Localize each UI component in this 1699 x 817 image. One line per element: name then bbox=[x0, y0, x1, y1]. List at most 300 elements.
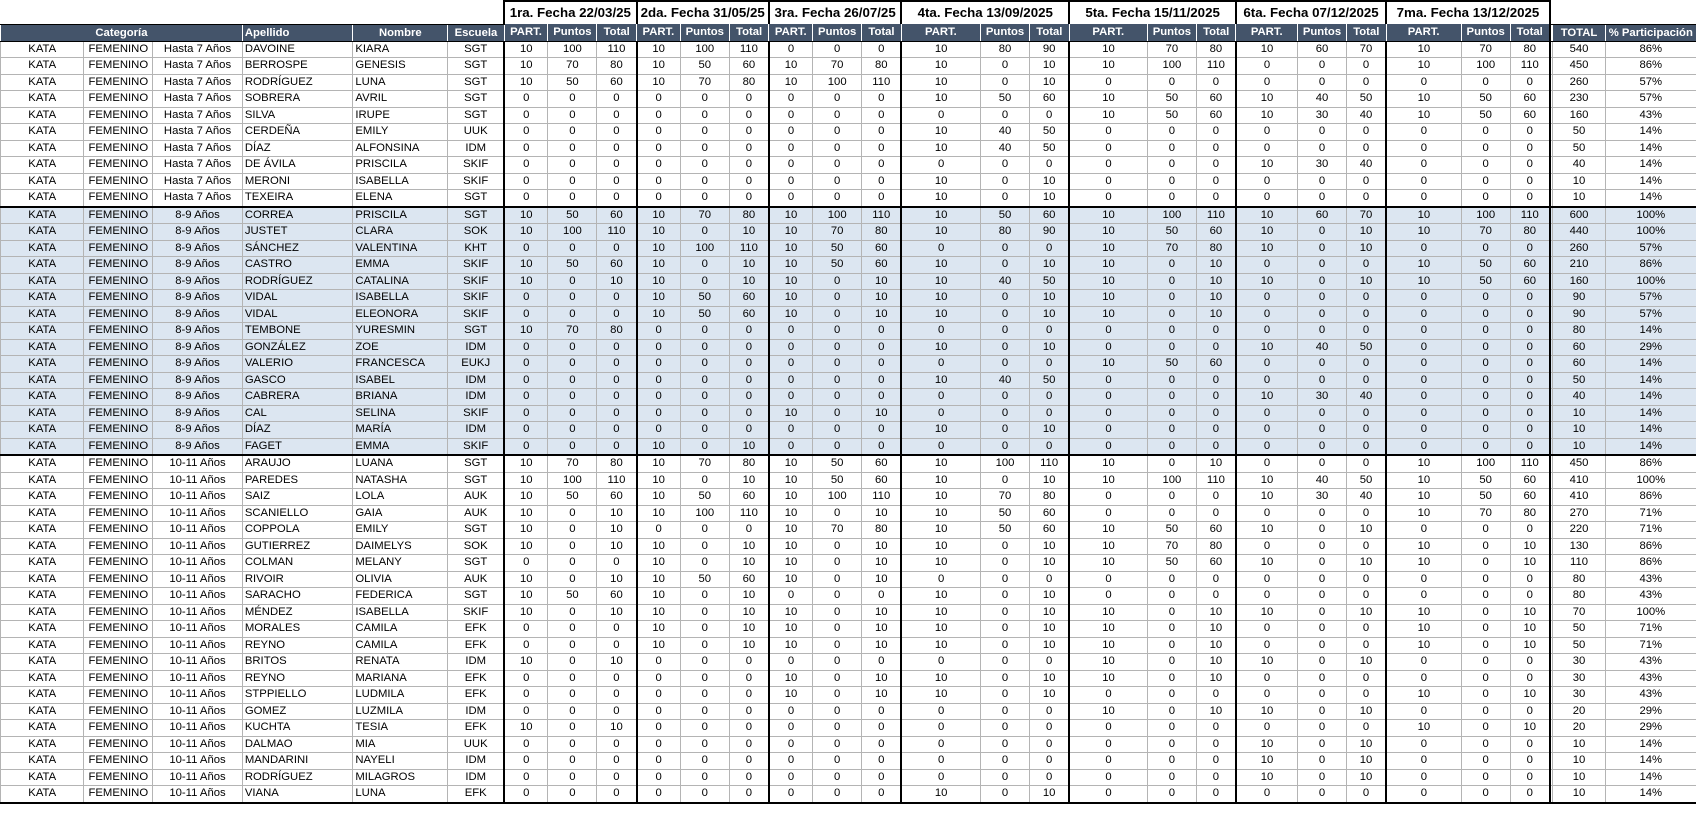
fecha-3-part-cell: 10 bbox=[769, 637, 813, 654]
fecha-4-part-cell: 10 bbox=[901, 140, 980, 157]
fecha-3-part-cell: 0 bbox=[769, 422, 813, 439]
fecha-6-puntos-cell: 0 bbox=[1297, 306, 1346, 323]
escuela-cell: SOK bbox=[448, 538, 504, 555]
fecha-5-puntos-cell: 0 bbox=[1147, 124, 1196, 141]
fecha-2-puntos-cell: 0 bbox=[680, 538, 729, 555]
edad-cell: Hasta 7 Años bbox=[153, 173, 243, 190]
escuela-cell: SKIF bbox=[448, 405, 504, 422]
fecha-5-part-cell: 10 bbox=[1069, 91, 1147, 108]
fecha-4-puntos-cell: 40 bbox=[981, 140, 1030, 157]
fecha-4-total-cell: 0 bbox=[1030, 571, 1070, 588]
fecha-2-part-cell: 10 bbox=[637, 306, 681, 323]
escuela-cell: UUK bbox=[448, 736, 504, 753]
fecha-7-puntos-cell: 50 bbox=[1461, 489, 1510, 506]
escuela-cell: IDM bbox=[448, 654, 504, 671]
nombre-cell: MILAGROS bbox=[353, 769, 448, 786]
fecha-6-puntos-cell: 0 bbox=[1297, 786, 1346, 803]
fecha-1-puntos-cell: 0 bbox=[548, 670, 597, 687]
fecha-3-puntos-cell: 0 bbox=[813, 157, 862, 174]
fecha-1-total-cell: 0 bbox=[597, 753, 637, 770]
table-row bbox=[1, 190, 1697, 207]
fecha-3-total-cell: 0 bbox=[862, 91, 902, 108]
fecha-7-puntos-cell: 0 bbox=[1461, 323, 1510, 340]
fecha-1-puntos-cell: 0 bbox=[548, 190, 597, 207]
fecha-3-total-cell: 110 bbox=[862, 207, 902, 224]
fecha-3-part-cell: 10 bbox=[769, 522, 813, 539]
fecha-2-part-cell: 10 bbox=[637, 273, 681, 290]
fecha-7-part-cell: 0 bbox=[1386, 240, 1461, 257]
fecha-6-puntos-cell: 0 bbox=[1297, 621, 1346, 638]
fecha-7-part-cell: 0 bbox=[1386, 769, 1461, 786]
fecha-7-puntos-cell: 0 bbox=[1461, 240, 1510, 257]
fecha-3-total-cell: 10 bbox=[862, 290, 902, 307]
fecha-4-part-cell: 10 bbox=[901, 58, 980, 75]
fecha-1-puntos-cell: 0 bbox=[548, 173, 597, 190]
fecha-4-total-cell: 10 bbox=[1030, 472, 1070, 489]
apellido-cell: TEMBONE bbox=[242, 323, 353, 340]
grand-total-cell: 160 bbox=[1553, 273, 1605, 290]
fecha-1-puntos-cell: 70 bbox=[548, 58, 597, 75]
fecha-7-part-cell: 10 bbox=[1386, 604, 1461, 621]
fecha-6-part-cell: 10 bbox=[1236, 489, 1298, 506]
grand-total-cell: 10 bbox=[1553, 405, 1605, 422]
modalidad-cell: KATA bbox=[1, 753, 84, 770]
fecha-2-puntos-cell: 0 bbox=[680, 107, 729, 124]
fecha-7-header: 7ma. Fecha 13/12/2025 bbox=[1386, 1, 1550, 24]
genero-cell: FEMENINO bbox=[84, 736, 153, 753]
fecha-2-total-cell: 0 bbox=[729, 157, 769, 174]
fecha-6-puntos-cell: 30 bbox=[1297, 157, 1346, 174]
participacion-cell: 100% bbox=[1605, 207, 1696, 224]
puntos-header: Puntos bbox=[813, 24, 862, 41]
fecha-7-total-cell: 10 bbox=[1510, 720, 1550, 737]
fecha-6-part-cell: 0 bbox=[1236, 538, 1298, 555]
table-row bbox=[1, 720, 1697, 737]
fecha-5-total-cell: 60 bbox=[1196, 555, 1236, 572]
fecha-2-part-cell: 0 bbox=[637, 654, 681, 671]
fecha-6-part-cell: 10 bbox=[1236, 736, 1298, 753]
fecha-3-puntos-cell: 70 bbox=[813, 58, 862, 75]
fecha-2-total-cell: 60 bbox=[729, 290, 769, 307]
fecha-5-total-cell: 60 bbox=[1196, 107, 1236, 124]
participacion-cell: 43% bbox=[1605, 588, 1696, 605]
fecha-5-total-cell: 0 bbox=[1196, 173, 1236, 190]
fecha-4-part-cell: 10 bbox=[901, 372, 980, 389]
fecha-7-part-cell: 0 bbox=[1386, 736, 1461, 753]
escuela-cell: SKIF bbox=[448, 173, 504, 190]
fecha-2-total-cell: 110 bbox=[729, 41, 769, 58]
fecha-3-part-cell: 10 bbox=[769, 290, 813, 307]
modalidad-cell: KATA bbox=[1, 372, 84, 389]
fecha-3-puntos-cell: 0 bbox=[813, 438, 862, 455]
participacion-cell: 14% bbox=[1605, 422, 1696, 439]
nombre-cell: CAMILA bbox=[353, 637, 448, 654]
fecha-6-part-cell: 0 bbox=[1236, 190, 1298, 207]
fecha-7-part-cell: 0 bbox=[1386, 753, 1461, 770]
genero-cell: FEMENINO bbox=[84, 720, 153, 737]
edad-cell: 10-11 Años bbox=[153, 703, 243, 720]
fecha-2-total-cell: 0 bbox=[729, 190, 769, 207]
genero-cell: FEMENINO bbox=[84, 753, 153, 770]
fecha-1-puntos-cell: 0 bbox=[548, 522, 597, 539]
fecha-5-puntos-cell: 0 bbox=[1147, 438, 1196, 455]
table-row bbox=[1, 224, 1697, 241]
fecha-1-total-cell: 110 bbox=[597, 41, 637, 58]
fecha-4-total-cell: 10 bbox=[1030, 604, 1070, 621]
fecha-3-total-cell: 10 bbox=[862, 670, 902, 687]
table-row bbox=[1, 356, 1697, 373]
fecha-5-total-cell: 10 bbox=[1196, 306, 1236, 323]
fecha-1-puntos-cell: 100 bbox=[548, 41, 597, 58]
fecha-5-part-cell: 0 bbox=[1069, 687, 1147, 704]
fecha-7-total-cell: 0 bbox=[1510, 74, 1550, 91]
fecha-4-part-cell: 0 bbox=[901, 240, 980, 257]
nombre-cell: FRANCESCA bbox=[353, 356, 448, 373]
fecha-5-part-cell: 10 bbox=[1069, 621, 1147, 638]
fecha-3-puntos-cell: 0 bbox=[813, 571, 862, 588]
fecha-1-part-cell: 0 bbox=[504, 107, 548, 124]
fecha-4-part-cell: 10 bbox=[901, 522, 980, 539]
fecha-5-part-cell: 0 bbox=[1069, 405, 1147, 422]
fecha-1-puntos-cell: 0 bbox=[548, 124, 597, 141]
genero-cell: FEMENINO bbox=[84, 58, 153, 75]
fecha-2-part-cell: 10 bbox=[637, 224, 681, 241]
grand-total-cell: 10 bbox=[1553, 769, 1605, 786]
edad-cell: 8-9 Años bbox=[153, 405, 243, 422]
fecha-7-puntos-cell: 0 bbox=[1461, 157, 1510, 174]
fecha-7-puntos-cell: 70 bbox=[1461, 41, 1510, 58]
fecha-1-part-cell: 0 bbox=[504, 687, 548, 704]
fecha-6-total-cell: 40 bbox=[1346, 157, 1386, 174]
grand-total-cell: 40 bbox=[1553, 389, 1605, 406]
fecha-4-puntos-cell: 0 bbox=[981, 339, 1030, 356]
fecha-4-puntos-cell: 70 bbox=[981, 489, 1030, 506]
fecha-4-part-cell: 10 bbox=[901, 273, 980, 290]
fecha-7-puntos-cell: 0 bbox=[1461, 173, 1510, 190]
genero-cell: FEMENINO bbox=[84, 637, 153, 654]
fecha-2-puntos-cell: 0 bbox=[680, 555, 729, 572]
table-row bbox=[1, 91, 1697, 108]
fecha-4-total-cell: 10 bbox=[1030, 290, 1070, 307]
fecha-7-puntos-cell: 0 bbox=[1461, 372, 1510, 389]
grand-total-cell: 80 bbox=[1553, 588, 1605, 605]
fecha-4-puntos-cell: 80 bbox=[981, 224, 1030, 241]
table-row bbox=[1, 438, 1697, 455]
fecha-3-puntos-cell: 0 bbox=[813, 306, 862, 323]
fecha-3-total-cell: 60 bbox=[862, 472, 902, 489]
fecha-2-puntos-cell: 0 bbox=[680, 389, 729, 406]
fecha-2-puntos-cell: 0 bbox=[680, 522, 729, 539]
fecha-6-part-cell: 10 bbox=[1236, 240, 1298, 257]
apellido-cell: PAREDES bbox=[242, 472, 353, 489]
fecha-3-total-cell: 0 bbox=[862, 190, 902, 207]
fecha-7-part-cell: 10 bbox=[1386, 538, 1461, 555]
escuela-cell: EFK bbox=[448, 720, 504, 737]
fecha-7-puntos-cell: 0 bbox=[1461, 703, 1510, 720]
fecha-1-part-cell: 0 bbox=[504, 372, 548, 389]
fecha-5-puntos-cell: 50 bbox=[1147, 522, 1196, 539]
edad-cell: 10-11 Años bbox=[153, 786, 243, 803]
fecha-1-part-cell: 10 bbox=[504, 224, 548, 241]
fecha-5-puntos-cell: 0 bbox=[1147, 173, 1196, 190]
fecha-5-total-cell: 0 bbox=[1196, 124, 1236, 141]
fecha-4-puntos-cell: 0 bbox=[981, 58, 1030, 75]
fecha-1-puntos-cell: 0 bbox=[548, 107, 597, 124]
fecha-5-puntos-cell: 0 bbox=[1147, 753, 1196, 770]
fecha-3-total-cell: 110 bbox=[862, 489, 902, 506]
fecha-5-part-cell: 0 bbox=[1069, 588, 1147, 605]
fecha-4-total-cell: 60 bbox=[1030, 505, 1070, 522]
fecha-6-part-cell: 0 bbox=[1236, 140, 1298, 157]
nombre-cell: LUNA bbox=[353, 74, 448, 91]
fecha-1-puntos-cell: 0 bbox=[548, 405, 597, 422]
fecha-3-total-cell: 0 bbox=[862, 703, 902, 720]
nombre-cell: AVRIL bbox=[353, 91, 448, 108]
fecha-5-part-cell: 0 bbox=[1069, 372, 1147, 389]
fecha-3-puntos-cell: 0 bbox=[813, 290, 862, 307]
nombre-cell: GAIA bbox=[353, 505, 448, 522]
nombre-cell: MARIANA bbox=[353, 670, 448, 687]
fecha-3-total-cell: 60 bbox=[862, 455, 902, 472]
fecha-5-puntos-cell: 70 bbox=[1147, 41, 1196, 58]
fecha-4-total-cell: 10 bbox=[1030, 588, 1070, 605]
fecha-1-puntos-cell: 0 bbox=[548, 703, 597, 720]
fecha-5-total-cell: 110 bbox=[1196, 472, 1236, 489]
genero-cell: FEMENINO bbox=[84, 372, 153, 389]
fecha-6-puntos-cell: 0 bbox=[1297, 720, 1346, 737]
fecha-1-total-cell: 10 bbox=[597, 720, 637, 737]
fecha-1-part-cell: 0 bbox=[504, 356, 548, 373]
fecha-3-puntos-cell: 100 bbox=[813, 489, 862, 506]
fecha-7-total-cell: 0 bbox=[1510, 339, 1550, 356]
fecha-5-part-cell: 10 bbox=[1069, 555, 1147, 572]
fecha-5-part-cell: 10 bbox=[1069, 637, 1147, 654]
nombre-cell: MARÍA bbox=[353, 422, 448, 439]
fecha-5-total-cell: 10 bbox=[1196, 670, 1236, 687]
fecha-4-puntos-cell: 0 bbox=[981, 405, 1030, 422]
header-spacer-right bbox=[1550, 1, 1696, 24]
fecha-2-part-cell: 0 bbox=[637, 736, 681, 753]
escuela-cell: IDM bbox=[448, 769, 504, 786]
fecha-7-puntos-cell: 0 bbox=[1461, 753, 1510, 770]
apellido-cell: MANDARINI bbox=[242, 753, 353, 770]
fecha-3-puntos-cell: 0 bbox=[813, 389, 862, 406]
fecha-4-part-cell: 0 bbox=[901, 720, 980, 737]
header-spacer bbox=[1, 1, 505, 24]
fecha-4-total-cell: 0 bbox=[1030, 720, 1070, 737]
fecha-4-part-cell: 10 bbox=[901, 190, 980, 207]
fecha-2-part-cell: 0 bbox=[637, 107, 681, 124]
fecha-4-puntos-cell: 0 bbox=[981, 670, 1030, 687]
puntos-header: Puntos bbox=[981, 24, 1030, 41]
fecha-2-total-cell: 0 bbox=[729, 389, 769, 406]
escuela-cell: SKIF bbox=[448, 438, 504, 455]
fecha-7-total-cell: 0 bbox=[1510, 140, 1550, 157]
fecha-2-part-cell: 0 bbox=[637, 356, 681, 373]
fecha-7-part-cell: 10 bbox=[1386, 472, 1461, 489]
escuela-cell: EFK bbox=[448, 687, 504, 704]
fecha-6-part-cell: 0 bbox=[1236, 306, 1298, 323]
fecha-7-part-cell: 0 bbox=[1386, 670, 1461, 687]
modalidad-cell: KATA bbox=[1, 306, 84, 323]
fecha-1-part-cell: 0 bbox=[504, 703, 548, 720]
fecha-6-puntos-cell: 40 bbox=[1297, 472, 1346, 489]
grand-total-cell: 450 bbox=[1553, 58, 1605, 75]
nombre-cell: CATALINA bbox=[353, 273, 448, 290]
fecha-5-total-cell: 0 bbox=[1196, 405, 1236, 422]
fecha-6-part-cell: 0 bbox=[1236, 438, 1298, 455]
fecha-6-puntos-cell: 0 bbox=[1297, 438, 1346, 455]
apellido-cell: GOMEZ bbox=[242, 703, 353, 720]
fecha-1-total-cell: 60 bbox=[597, 74, 637, 91]
fecha-5-part-cell: 0 bbox=[1069, 140, 1147, 157]
fecha-7-part-cell: 10 bbox=[1386, 91, 1461, 108]
modalidad-cell: KATA bbox=[1, 571, 84, 588]
fecha-5-puntos-cell: 100 bbox=[1147, 472, 1196, 489]
fecha-2-part-cell: 10 bbox=[637, 240, 681, 257]
table-row bbox=[1, 670, 1697, 687]
fecha-1-puntos-cell: 0 bbox=[548, 720, 597, 737]
fecha-6-part-cell: 0 bbox=[1236, 405, 1298, 422]
edad-cell: 8-9 Años bbox=[153, 323, 243, 340]
fecha-1-puntos-cell: 0 bbox=[548, 273, 597, 290]
fecha-1-total-cell: 0 bbox=[597, 555, 637, 572]
fecha-4-total-cell: 0 bbox=[1030, 323, 1070, 340]
fecha-1-puntos-cell: 0 bbox=[548, 157, 597, 174]
genero-cell: FEMENINO bbox=[84, 405, 153, 422]
fecha-2-total-cell: 10 bbox=[729, 438, 769, 455]
fecha-3-total-cell: 0 bbox=[862, 173, 902, 190]
fecha-1-total-cell: 60 bbox=[597, 207, 637, 224]
fecha-6-part-cell: 0 bbox=[1236, 257, 1298, 274]
escuela-cell: IDM bbox=[448, 389, 504, 406]
fecha-6-total-cell: 50 bbox=[1346, 91, 1386, 108]
fecha-3-puntos-cell: 0 bbox=[813, 356, 862, 373]
fecha-3-part-cell: 10 bbox=[769, 306, 813, 323]
participacion-cell: 14% bbox=[1605, 405, 1696, 422]
escuela-cell: SOK bbox=[448, 224, 504, 241]
apellido-cell: GUTIERREZ bbox=[242, 538, 353, 555]
fecha-1-puntos-cell: 0 bbox=[548, 438, 597, 455]
participacion-cell: 100% bbox=[1605, 604, 1696, 621]
modalidad-cell: KATA bbox=[1, 257, 84, 274]
fecha-6-total-cell: 0 bbox=[1346, 505, 1386, 522]
total-header: Total bbox=[729, 24, 769, 41]
apellido-cell: ARAUJO bbox=[242, 455, 353, 472]
genero-cell: FEMENINO bbox=[84, 538, 153, 555]
fecha-7-part-cell: 0 bbox=[1386, 703, 1461, 720]
fecha-4-puntos-cell: 100 bbox=[981, 455, 1030, 472]
edad-cell: 10-11 Años bbox=[153, 472, 243, 489]
fecha-6-total-cell: 0 bbox=[1346, 455, 1386, 472]
edad-cell: 8-9 Años bbox=[153, 273, 243, 290]
modalidad-cell: KATA bbox=[1, 240, 84, 257]
fecha-5-total-cell: 10 bbox=[1196, 257, 1236, 274]
fecha-1-puntos-cell: 0 bbox=[548, 389, 597, 406]
fecha-7-puntos-cell: 0 bbox=[1461, 306, 1510, 323]
fecha-3-puntos-cell: 0 bbox=[813, 124, 862, 141]
grand-total-cell: 410 bbox=[1553, 472, 1605, 489]
fecha-2-total-cell: 80 bbox=[729, 207, 769, 224]
fecha-5-total-cell: 80 bbox=[1196, 41, 1236, 58]
fecha-1-puntos-cell: 0 bbox=[548, 736, 597, 753]
fecha-3-total-cell: 0 bbox=[862, 438, 902, 455]
fecha-4-part-cell: 10 bbox=[901, 306, 980, 323]
fecha-2-total-cell: 60 bbox=[729, 58, 769, 75]
fecha-6-puntos-cell: 40 bbox=[1297, 339, 1346, 356]
fecha-3-total-cell: 80 bbox=[862, 58, 902, 75]
fecha-6-puntos-cell: 0 bbox=[1297, 58, 1346, 75]
genero-cell: FEMENINO bbox=[84, 621, 153, 638]
fecha-1-total-cell: 80 bbox=[597, 58, 637, 75]
fecha-6-part-cell: 10 bbox=[1236, 769, 1298, 786]
participacion-cell: 57% bbox=[1605, 91, 1696, 108]
fecha-5-total-cell: 0 bbox=[1196, 389, 1236, 406]
fecha-6-header: 6ta. Fecha 07/12/2025 bbox=[1236, 1, 1386, 24]
fecha-6-part-cell: 0 bbox=[1236, 571, 1298, 588]
fecha-6-puntos-cell: 0 bbox=[1297, 190, 1346, 207]
total-header: Total bbox=[1346, 24, 1386, 41]
fecha-4-part-cell: 10 bbox=[901, 538, 980, 555]
fecha-3-part-cell: 0 bbox=[769, 140, 813, 157]
fecha-3-puntos-cell: 0 bbox=[813, 405, 862, 422]
fecha-4-part-cell: 0 bbox=[901, 571, 980, 588]
fecha-5-puntos-cell: 0 bbox=[1147, 505, 1196, 522]
fecha-7-part-cell: 0 bbox=[1386, 173, 1461, 190]
fecha-4-puntos-cell: 0 bbox=[981, 389, 1030, 406]
modalidad-cell: KATA bbox=[1, 41, 84, 58]
edad-cell: 10-11 Años bbox=[153, 753, 243, 770]
table-row bbox=[1, 273, 1697, 290]
fecha-1-puntos-cell: 0 bbox=[548, 306, 597, 323]
fecha-3-total-cell: 60 bbox=[862, 257, 902, 274]
fecha-3-part-cell: 10 bbox=[769, 670, 813, 687]
fecha-5-total-cell: 0 bbox=[1196, 372, 1236, 389]
fecha-3-total-cell: 0 bbox=[862, 769, 902, 786]
fecha-2-total-cell: 0 bbox=[729, 753, 769, 770]
escuela-cell: EFK bbox=[448, 621, 504, 638]
fecha-2-total-cell: 0 bbox=[729, 736, 769, 753]
table-row bbox=[1, 703, 1697, 720]
fecha-3-total-cell: 0 bbox=[862, 588, 902, 605]
table-row bbox=[1, 306, 1697, 323]
fecha-7-total-cell: 0 bbox=[1510, 522, 1550, 539]
fecha-4-total-cell: 10 bbox=[1030, 786, 1070, 803]
escuela-cell: SKIF bbox=[448, 306, 504, 323]
fecha-6-part-cell: 10 bbox=[1236, 339, 1298, 356]
apellido-cell: STPPIELLO bbox=[242, 687, 353, 704]
fecha-5-part-cell: 0 bbox=[1069, 124, 1147, 141]
table-row bbox=[1, 588, 1697, 605]
fecha-4-total-cell: 0 bbox=[1030, 107, 1070, 124]
fecha-3-part-cell: 10 bbox=[769, 74, 813, 91]
escuela-cell: IDM bbox=[448, 372, 504, 389]
fecha-3-total-cell: 0 bbox=[862, 356, 902, 373]
fecha-7-total-cell: 0 bbox=[1510, 173, 1550, 190]
nombre-cell: BRIANA bbox=[353, 389, 448, 406]
fecha-4-part-cell: 10 bbox=[901, 257, 980, 274]
fecha-5-puntos-cell: 50 bbox=[1147, 91, 1196, 108]
fecha-2-part-cell: 10 bbox=[637, 455, 681, 472]
grand-total-cell: 50 bbox=[1553, 637, 1605, 654]
fecha-3-part-cell: 0 bbox=[769, 753, 813, 770]
fecha-7-puntos-cell: 0 bbox=[1461, 720, 1510, 737]
nombre-cell: RENATA bbox=[353, 654, 448, 671]
apellido-cell: RIVOIR bbox=[242, 571, 353, 588]
fecha-6-puntos-cell: 30 bbox=[1297, 107, 1346, 124]
fecha-4-total-cell: 10 bbox=[1030, 687, 1070, 704]
fecha-3-part-cell: 10 bbox=[769, 224, 813, 241]
